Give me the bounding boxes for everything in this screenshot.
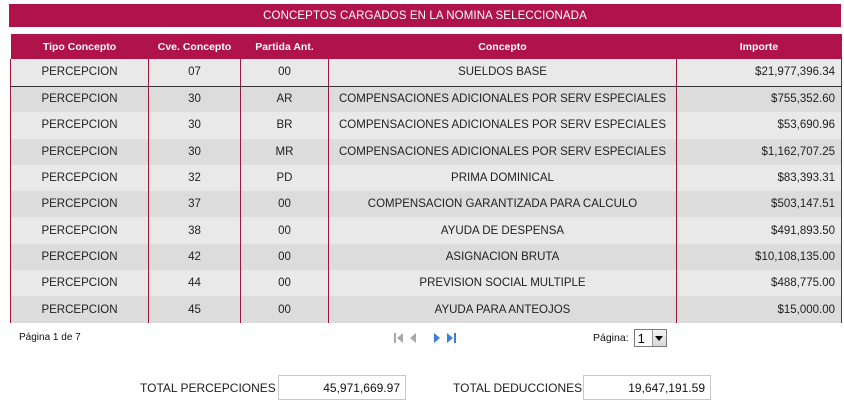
cell-cve-concepto: 30 — [149, 112, 241, 138]
table-row[interactable] — [11, 165, 842, 191]
table-row[interactable] — [11, 296, 842, 322]
section-title: CONCEPTOS CARGADOS EN LA NOMINA SELECCIONADA — [9, 4, 841, 27]
cell-cve-concepto: 45 — [149, 296, 241, 322]
table-header-row — [11, 34, 842, 59]
cell-importe: $488,775.00 — [677, 270, 842, 296]
column-header-cve-concepto[interactable]: Cve. Concepto — [149, 34, 241, 59]
total-deducciones-label: TOTAL DEDUCCIONES — [453, 381, 583, 395]
cell-concepto: PREVISION SOCIAL MULTIPLE — [329, 270, 677, 296]
table-row[interactable] — [11, 270, 842, 296]
cell-tipo-concepto: PERCEPCION — [11, 59, 149, 86]
page-count-label: Página 1 de 7 — [19, 332, 81, 343]
column-header-concepto[interactable]: Concepto — [329, 34, 677, 59]
cell-tipo-concepto: PERCEPCION — [11, 139, 149, 165]
cell-partida-ant: 00 — [241, 296, 329, 322]
total-percepciones-field[interactable]: 45,971,669.97 — [278, 375, 406, 400]
table-row[interactable] — [11, 59, 842, 86]
cell-tipo-concepto: PERCEPCION — [11, 165, 149, 191]
prev-page-icon — [407, 332, 419, 344]
page-selector — [593, 329, 667, 347]
cell-partida-ant: MR — [241, 139, 329, 165]
cell-concepto: COMPENSACIONES ADICIONALES POR SERV ESPECIALES — [329, 86, 677, 112]
cell-importe: $53,690.96 — [677, 112, 842, 138]
page-select-dropdown[interactable] — [634, 329, 667, 347]
cell-importe: $1,162,707.25 — [677, 139, 842, 165]
last-page-icon — [445, 332, 457, 344]
total-percepciones-label: TOTAL PERCEPCIONES — [140, 381, 276, 395]
cell-cve-concepto: 37 — [149, 191, 241, 217]
cell-concepto: AYUDA DE DESPENSA — [329, 217, 677, 243]
column-header-importe[interactable]: Importe — [677, 34, 842, 59]
first-page-button[interactable] — [392, 331, 406, 345]
cell-importe: $755,352.60 — [677, 86, 842, 112]
next-page-button[interactable] — [430, 331, 444, 345]
table-row[interactable] — [11, 139, 842, 165]
page-select-label: Página: — [593, 332, 629, 344]
cell-tipo-concepto: PERCEPCION — [11, 244, 149, 270]
cell-concepto: COMPENSACIONES ADICIONALES POR SERV ESPECIALES — [329, 139, 677, 165]
table-row[interactable] — [11, 112, 842, 138]
cell-partida-ant: 00 — [241, 191, 329, 217]
chevron-down-icon — [655, 336, 663, 341]
prev-page-button[interactable] — [406, 331, 420, 345]
cell-importe: $10,108,135.00 — [677, 244, 842, 270]
column-header-tipo-concepto[interactable]: Tipo Concepto — [11, 34, 149, 59]
cell-concepto: PRIMA DOMINICAL — [329, 165, 677, 191]
cell-concepto: COMPENSACIONES ADICIONALES POR SERV ESPECIALES — [329, 112, 677, 138]
table-row[interactable] — [11, 86, 842, 112]
cell-importe: $503,147.51 — [677, 191, 842, 217]
cell-cve-concepto: 38 — [149, 217, 241, 243]
conceptos-table — [10, 34, 842, 323]
table-row[interactable] — [11, 217, 842, 243]
cell-cve-concepto: 07 — [149, 59, 241, 86]
cell-cve-concepto: 42 — [149, 244, 241, 270]
cell-cve-concepto: 32 — [149, 165, 241, 191]
cell-partida-ant: 00 — [241, 244, 329, 270]
cell-partida-ant: PD — [241, 165, 329, 191]
dropdown-arrow[interactable] — [652, 330, 666, 346]
last-page-button[interactable] — [444, 331, 458, 345]
table-row[interactable] — [11, 244, 842, 270]
next-page-icon — [431, 332, 443, 344]
column-header-partida-ant[interactable]: Partida Ant. — [241, 34, 329, 59]
cell-concepto: SUELDOS BASE — [329, 59, 677, 86]
total-deducciones-field[interactable]: 19,647,191.59 — [583, 375, 711, 400]
cell-tipo-concepto: PERCEPCION — [11, 112, 149, 138]
cell-partida-ant: AR — [241, 86, 329, 112]
cell-tipo-concepto: PERCEPCION — [11, 86, 149, 112]
cell-cve-concepto: 44 — [149, 270, 241, 296]
cell-importe: $83,393.31 — [677, 165, 842, 191]
cell-partida-ant: 00 — [241, 270, 329, 296]
cell-importe: $21,977,396.34 — [677, 59, 842, 86]
cell-tipo-concepto: PERCEPCION — [11, 191, 149, 217]
table-row[interactable] — [11, 191, 842, 217]
cell-tipo-concepto: PERCEPCION — [11, 296, 149, 322]
cell-concepto: AYUDA PARA ANTEOJOS — [329, 296, 677, 322]
cell-concepto: COMPENSACION GARANTIZADA PARA CALCULO — [329, 191, 677, 217]
cell-partida-ant: BR — [241, 112, 329, 138]
cell-cve-concepto: 30 — [149, 86, 241, 112]
cell-tipo-concepto: PERCEPCION — [11, 270, 149, 296]
cell-tipo-concepto: PERCEPCION — [11, 217, 149, 243]
page-select-value: 1 — [637, 330, 645, 346]
cell-importe: $15,000.00 — [677, 296, 842, 322]
first-page-icon — [393, 332, 405, 344]
cell-partida-ant: 00 — [241, 59, 329, 86]
cell-partida-ant: 00 — [241, 217, 329, 243]
cell-cve-concepto: 30 — [149, 139, 241, 165]
pager-navigation — [392, 330, 458, 346]
cell-concepto: ASIGNACION BRUTA — [329, 244, 677, 270]
cell-importe: $491,893.50 — [677, 217, 842, 243]
